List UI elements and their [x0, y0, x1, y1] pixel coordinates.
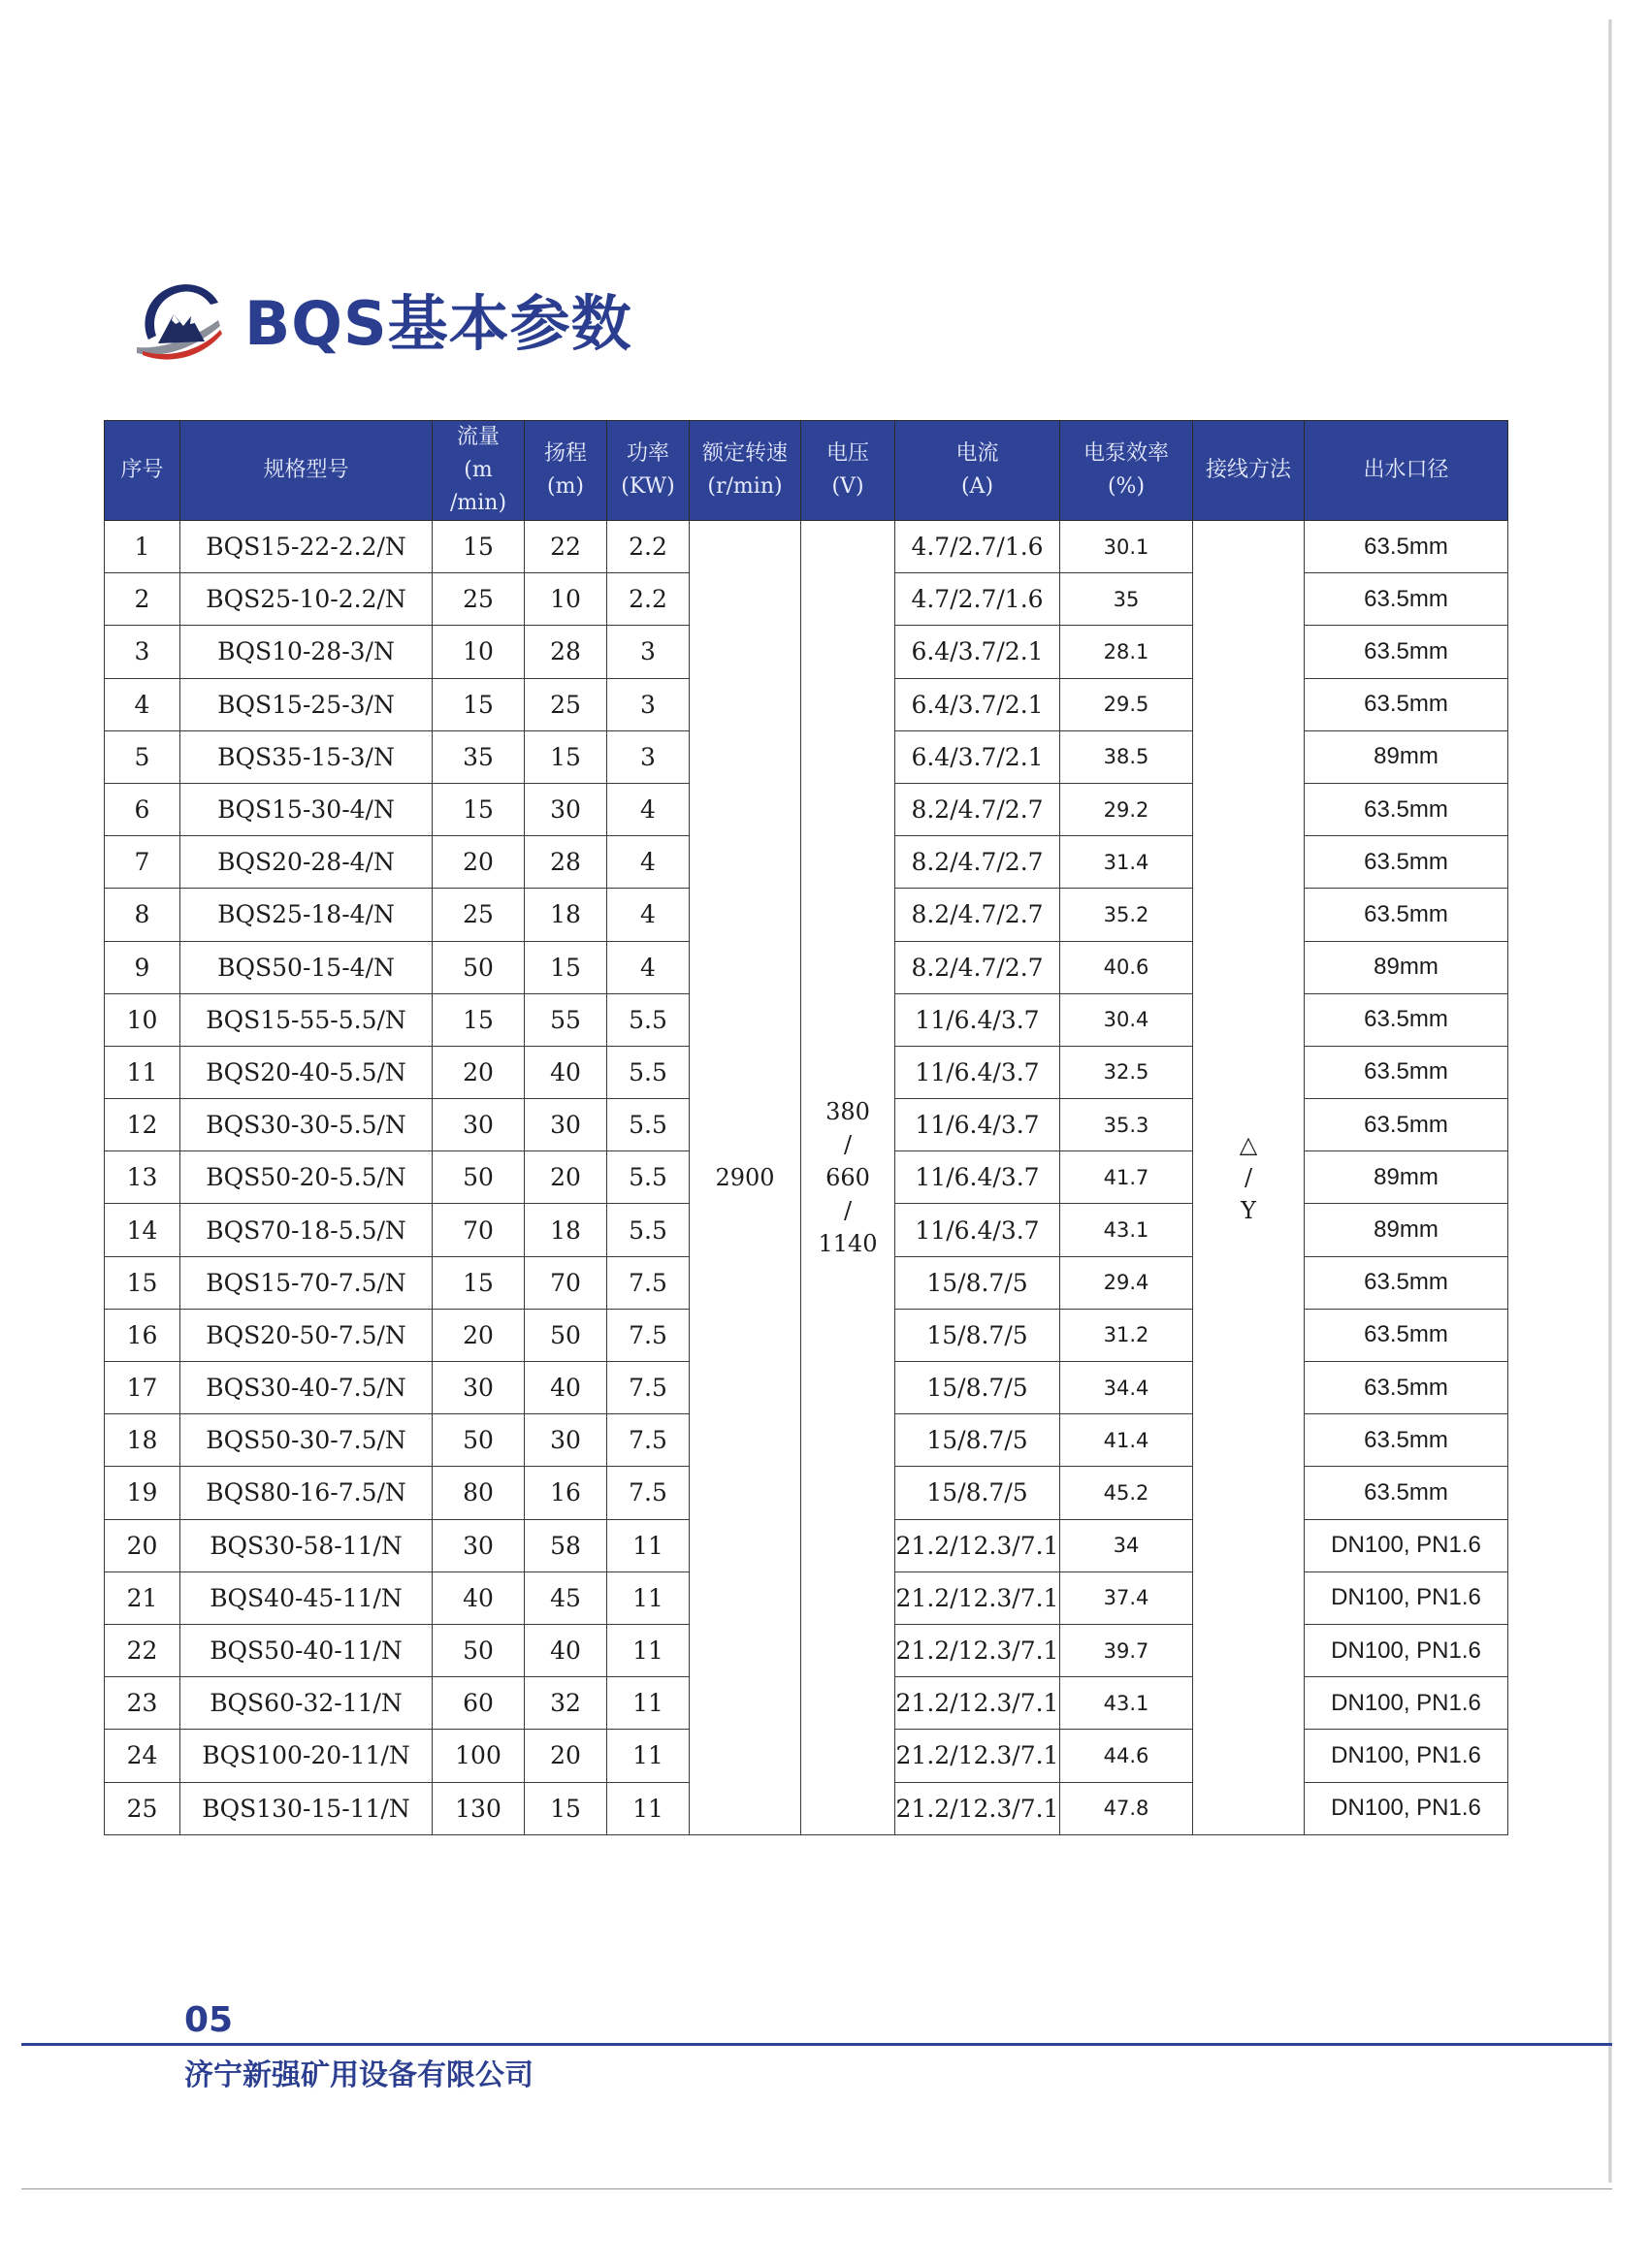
cell-power: 11	[607, 1782, 690, 1834]
cell-power: 3	[607, 626, 690, 678]
cell-head: 22	[525, 521, 607, 573]
cell-power: 3	[607, 730, 690, 783]
cell-rated-speed: 2900	[690, 521, 801, 1835]
cell-head: 30	[525, 1414, 607, 1467]
cell-head: 20	[525, 1730, 607, 1782]
cell-model: BQS130-15-11/N	[180, 1782, 433, 1834]
cell-outlet: 63.5mm	[1305, 1099, 1508, 1151]
cell-flow: 70	[433, 1204, 525, 1256]
voltage-line: 380	[825, 1097, 870, 1125]
header-power: 功率 (KW)	[607, 421, 690, 521]
cell-power: 2.2	[607, 521, 690, 573]
cell-outlet: 63.5mm	[1305, 1467, 1508, 1519]
bottom-divider	[21, 2188, 1612, 2189]
cell-outlet: 89mm	[1305, 1204, 1508, 1256]
cell-head: 30	[525, 783, 607, 835]
cell-outlet: DN100, PN1.6	[1305, 1519, 1508, 1571]
cell-efficiency: 28.1	[1060, 626, 1193, 678]
cell-model: BQS100-20-11/N	[180, 1730, 433, 1782]
cell-current: 11/6.4/3.7	[895, 1099, 1060, 1151]
cell-current: 11/6.4/3.7	[895, 1151, 1060, 1204]
cell-efficiency: 31.4	[1060, 836, 1193, 889]
cell-outlet: DN100, PN1.6	[1305, 1730, 1508, 1782]
cell-outlet: 63.5mm	[1305, 521, 1508, 573]
cell-outlet: 63.5mm	[1305, 678, 1508, 730]
cell-flow: 15	[433, 678, 525, 730]
cell-seq: 1	[105, 521, 180, 573]
cell-seq: 23	[105, 1677, 180, 1730]
cell-flow: 10	[433, 626, 525, 678]
cell-model: BQS50-40-11/N	[180, 1624, 433, 1676]
cell-flow: 15	[433, 783, 525, 835]
cell-seq: 22	[105, 1624, 180, 1676]
cell-power: 5.5	[607, 993, 690, 1046]
cell-head: 20	[525, 1151, 607, 1204]
company-name: 济宁新强矿用设备有限公司	[184, 2058, 534, 2092]
cell-head: 55	[525, 993, 607, 1046]
cell-efficiency: 34.4	[1060, 1362, 1193, 1414]
cell-voltage	[801, 521, 895, 1835]
cell-model: BQS20-40-5.5/N	[180, 1046, 433, 1098]
cell-power: 5.5	[607, 1099, 690, 1151]
voltage-line: /	[843, 1130, 853, 1158]
cell-current: 15/8.7/5	[895, 1414, 1060, 1467]
cell-seq: 25	[105, 1782, 180, 1834]
cell-outlet: 89mm	[1305, 941, 1508, 993]
cell-current: 15/8.7/5	[895, 1309, 1060, 1361]
cell-power: 2.2	[607, 573, 690, 626]
cell-power: 4	[607, 836, 690, 889]
cell-current: 6.4/3.7/2.1	[895, 730, 1060, 783]
cell-model: BQS15-30-4/N	[180, 783, 433, 835]
cell-power: 4	[607, 889, 690, 941]
cell-flow: 50	[433, 941, 525, 993]
cell-flow: 25	[433, 889, 525, 941]
cell-current: 4.7/2.7/1.6	[895, 521, 1060, 573]
cell-power: 5.5	[607, 1204, 690, 1256]
cell-head: 16	[525, 1467, 607, 1519]
cell-head: 10	[525, 573, 607, 626]
parameter-table	[104, 420, 1508, 1835]
header-seq: 序号	[105, 421, 180, 521]
cell-seq: 11	[105, 1046, 180, 1098]
cell-head: 58	[525, 1519, 607, 1571]
cell-head: 28	[525, 836, 607, 889]
cell-efficiency: 43.1	[1060, 1204, 1193, 1256]
cell-model: BQS15-22-2.2/N	[180, 521, 433, 573]
cell-power: 5.5	[607, 1046, 690, 1098]
wiring-line: /	[1244, 1163, 1253, 1191]
cell-seq: 6	[105, 783, 180, 835]
cell-outlet: 63.5mm	[1305, 1362, 1508, 1414]
page-edge-shadow	[1608, 19, 1612, 2183]
cell-current: 8.2/4.7/2.7	[895, 783, 1060, 835]
cell-flow: 50	[433, 1624, 525, 1676]
cell-seq: 13	[105, 1151, 180, 1204]
cell-head: 28	[525, 626, 607, 678]
cell-model: BQS30-30-5.5/N	[180, 1099, 433, 1151]
header-efficiency: 电泵效率 (%)	[1060, 421, 1193, 521]
cell-current: 8.2/4.7/2.7	[895, 836, 1060, 889]
cell-outlet: 63.5mm	[1305, 573, 1508, 626]
cell-model: BQS30-58-11/N	[180, 1519, 433, 1571]
cell-flow: 20	[433, 1046, 525, 1098]
cell-head: 25	[525, 678, 607, 730]
cell-wiring	[1193, 521, 1305, 1835]
cell-seq: 19	[105, 1467, 180, 1519]
cell-head: 15	[525, 941, 607, 993]
cell-model: BQS50-20-5.5/N	[180, 1151, 433, 1204]
header-head: 扬程 (m)	[525, 421, 607, 521]
header-model: 规格型号	[180, 421, 433, 521]
cell-outlet: 89mm	[1305, 730, 1508, 783]
cell-outlet: 63.5mm	[1305, 836, 1508, 889]
cell-efficiency: 29.5	[1060, 678, 1193, 730]
cell-current: 8.2/4.7/2.7	[895, 889, 1060, 941]
cell-seq: 9	[105, 941, 180, 993]
cell-power: 5.5	[607, 1151, 690, 1204]
cell-outlet: 63.5mm	[1305, 1309, 1508, 1361]
cell-outlet: DN100, PN1.6	[1305, 1782, 1508, 1834]
cell-model: BQS20-28-4/N	[180, 836, 433, 889]
cell-seq: 4	[105, 678, 180, 730]
cell-current: 6.4/3.7/2.1	[895, 626, 1060, 678]
cell-efficiency: 35.2	[1060, 889, 1193, 941]
cell-model: BQS20-50-7.5/N	[180, 1309, 433, 1361]
company-logo-icon	[128, 270, 227, 367]
cell-seq: 12	[105, 1099, 180, 1151]
cell-seq: 7	[105, 836, 180, 889]
cell-flow: 60	[433, 1677, 525, 1730]
cell-power: 11	[607, 1624, 690, 1676]
voltage-line: 1140	[818, 1229, 878, 1257]
cell-power: 3	[607, 678, 690, 730]
cell-power: 4	[607, 941, 690, 993]
cell-head: 15	[525, 1782, 607, 1834]
cell-power: 11	[607, 1519, 690, 1571]
cell-flow: 50	[433, 1151, 525, 1204]
cell-flow: 80	[433, 1467, 525, 1519]
wiring-line: △	[1239, 1130, 1258, 1158]
cell-flow: 30	[433, 1362, 525, 1414]
cell-model: BQS25-18-4/N	[180, 889, 433, 941]
wiring-line: Y	[1241, 1196, 1256, 1224]
cell-flow: 100	[433, 1730, 525, 1782]
cell-model: BQS15-55-5.5/N	[180, 993, 433, 1046]
cell-current: 21.2/12.3/7.1	[895, 1782, 1060, 1834]
cell-current: 15/8.7/5	[895, 1256, 1060, 1309]
cell-flow: 30	[433, 1099, 525, 1151]
cell-current: 11/6.4/3.7	[895, 993, 1060, 1046]
header-speed: 额定转速 (r/min)	[690, 421, 801, 521]
cell-power: 11	[607, 1677, 690, 1730]
cell-current: 21.2/12.3/7.1	[895, 1730, 1060, 1782]
header-outlet: 出水口径	[1305, 421, 1508, 521]
header-voltage: 电压 (V)	[801, 421, 895, 521]
cell-efficiency: 30.4	[1060, 993, 1193, 1046]
cell-outlet: 63.5mm	[1305, 1046, 1508, 1098]
cell-model: BQS15-25-3/N	[180, 678, 433, 730]
cell-efficiency: 34	[1060, 1519, 1193, 1571]
cell-outlet: 63.5mm	[1305, 626, 1508, 678]
cell-seq: 16	[105, 1309, 180, 1361]
cell-seq: 8	[105, 889, 180, 941]
cell-head: 40	[525, 1624, 607, 1676]
cell-outlet: 89mm	[1305, 1151, 1508, 1204]
cell-flow: 130	[433, 1782, 525, 1834]
cell-efficiency: 40.6	[1060, 941, 1193, 993]
cell-power: 11	[607, 1730, 690, 1782]
cell-power: 11	[607, 1571, 690, 1624]
cell-flow: 15	[433, 521, 525, 573]
cell-flow: 30	[433, 1519, 525, 1571]
cell-outlet: DN100, PN1.6	[1305, 1677, 1508, 1730]
cell-power: 7.5	[607, 1362, 690, 1414]
cell-current: 15/8.7/5	[895, 1467, 1060, 1519]
cell-outlet: 63.5mm	[1305, 889, 1508, 941]
table-header-row	[105, 421, 1508, 521]
cell-current: 11/6.4/3.7	[895, 1204, 1060, 1256]
cell-current: 6.4/3.7/2.1	[895, 678, 1060, 730]
cell-head: 18	[525, 889, 607, 941]
page-number: 05	[184, 2000, 234, 2040]
cell-current: 8.2/4.7/2.7	[895, 941, 1060, 993]
cell-head: 30	[525, 1099, 607, 1151]
cell-efficiency: 35	[1060, 573, 1193, 626]
cell-head: 15	[525, 730, 607, 783]
cell-outlet: 63.5mm	[1305, 783, 1508, 835]
cell-outlet: DN100, PN1.6	[1305, 1624, 1508, 1676]
cell-efficiency: 35.3	[1060, 1099, 1193, 1151]
voltage-line: /	[843, 1196, 853, 1224]
cell-power: 7.5	[607, 1309, 690, 1361]
cell-seq: 10	[105, 993, 180, 1046]
cell-efficiency: 37.4	[1060, 1571, 1193, 1624]
cell-seq: 14	[105, 1204, 180, 1256]
cell-flow: 20	[433, 1309, 525, 1361]
cell-seq: 18	[105, 1414, 180, 1467]
cell-model: BQS50-30-7.5/N	[180, 1414, 433, 1467]
voltage-line: 660	[825, 1163, 870, 1191]
cell-efficiency: 41.7	[1060, 1151, 1193, 1204]
cell-current: 21.2/12.3/7.1	[895, 1624, 1060, 1676]
header-flow: 流量 (m /min)	[433, 421, 525, 521]
cell-efficiency: 29.2	[1060, 783, 1193, 835]
title-bar	[128, 270, 632, 367]
cell-model: BQS10-28-3/N	[180, 626, 433, 678]
cell-seq: 15	[105, 1256, 180, 1309]
cell-head: 45	[525, 1571, 607, 1624]
cell-seq: 3	[105, 626, 180, 678]
table-body	[105, 521, 1508, 1835]
cell-efficiency: 45.2	[1060, 1467, 1193, 1519]
header-wiring: 接线方法	[1193, 421, 1305, 521]
cell-power: 7.5	[607, 1414, 690, 1467]
cell-efficiency: 31.2	[1060, 1309, 1193, 1361]
cell-efficiency: 41.4	[1060, 1414, 1193, 1467]
cell-current: 21.2/12.3/7.1	[895, 1519, 1060, 1571]
cell-efficiency: 47.8	[1060, 1782, 1193, 1834]
cell-flow: 40	[433, 1571, 525, 1624]
cell-efficiency: 43.1	[1060, 1677, 1193, 1730]
cell-seq: 24	[105, 1730, 180, 1782]
cell-flow: 25	[433, 573, 525, 626]
cell-current: 21.2/12.3/7.1	[895, 1571, 1060, 1624]
cell-efficiency: 38.5	[1060, 730, 1193, 783]
cell-current: 11/6.4/3.7	[895, 1046, 1060, 1098]
cell-efficiency: 29.4	[1060, 1256, 1193, 1309]
cell-efficiency: 44.6	[1060, 1730, 1193, 1782]
cell-model: BQS35-15-3/N	[180, 730, 433, 783]
cell-model: BQS25-10-2.2/N	[180, 573, 433, 626]
cell-current: 21.2/12.3/7.1	[895, 1677, 1060, 1730]
cell-efficiency: 39.7	[1060, 1624, 1193, 1676]
cell-head: 70	[525, 1256, 607, 1309]
cell-efficiency: 30.1	[1060, 521, 1193, 573]
cell-power: 4	[607, 783, 690, 835]
cell-model: BQS15-70-7.5/N	[180, 1256, 433, 1309]
cell-current: 15/8.7/5	[895, 1362, 1060, 1414]
cell-head: 50	[525, 1309, 607, 1361]
header-current: 电流 (A)	[895, 421, 1060, 521]
cell-model: BQS40-45-11/N	[180, 1571, 433, 1624]
cell-flow: 35	[433, 730, 525, 783]
cell-head: 40	[525, 1362, 607, 1414]
footer-divider	[21, 2043, 1612, 2046]
cell-model: BQS70-18-5.5/N	[180, 1204, 433, 1256]
cell-outlet: 63.5mm	[1305, 1414, 1508, 1467]
cell-head: 18	[525, 1204, 607, 1256]
cell-outlet: 63.5mm	[1305, 1256, 1508, 1309]
cell-seq: 21	[105, 1571, 180, 1624]
cell-seq: 2	[105, 573, 180, 626]
cell-seq: 5	[105, 730, 180, 783]
cell-model: BQS60-32-11/N	[180, 1677, 433, 1730]
page-title: BQS基本参数	[244, 287, 632, 359]
cell-model: BQS30-40-7.5/N	[180, 1362, 433, 1414]
cell-outlet: 63.5mm	[1305, 993, 1508, 1046]
cell-efficiency: 32.5	[1060, 1046, 1193, 1098]
cell-model: BQS80-16-7.5/N	[180, 1467, 433, 1519]
cell-flow: 15	[433, 1256, 525, 1309]
cell-power: 7.5	[607, 1467, 690, 1519]
cell-flow: 50	[433, 1414, 525, 1467]
cell-head: 32	[525, 1677, 607, 1730]
cell-outlet: DN100, PN1.6	[1305, 1571, 1508, 1624]
cell-flow: 15	[433, 993, 525, 1046]
cell-power: 7.5	[607, 1256, 690, 1309]
cell-current: 4.7/2.7/1.6	[895, 573, 1060, 626]
cell-model: BQS50-15-4/N	[180, 941, 433, 993]
table-row	[105, 521, 1508, 573]
cell-flow: 20	[433, 836, 525, 889]
cell-seq: 20	[105, 1519, 180, 1571]
cell-head: 40	[525, 1046, 607, 1098]
cell-seq: 17	[105, 1362, 180, 1414]
